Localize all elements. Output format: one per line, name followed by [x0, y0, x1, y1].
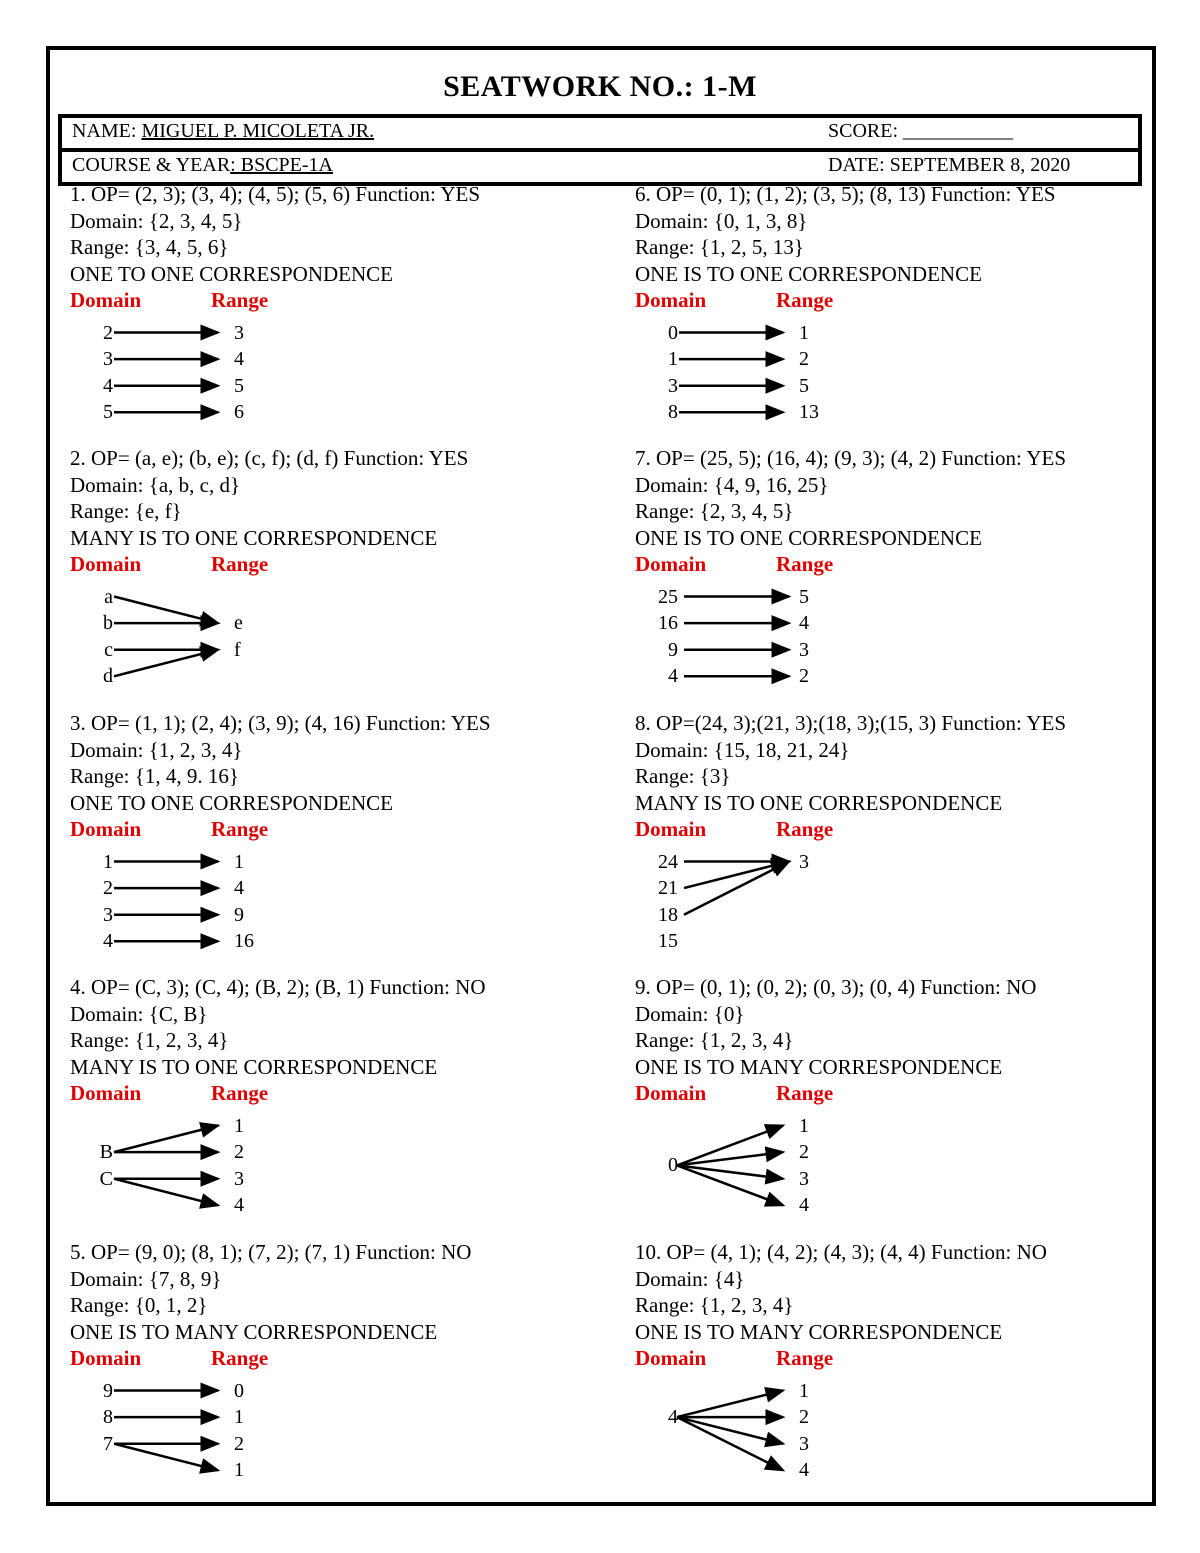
range-value: 4 [799, 612, 809, 635]
domain-value: 4 [668, 665, 678, 688]
course-field: COURSE & YEAR: BSCPE-1A [72, 154, 333, 176]
domain-line: Domain: {a, b, c, d} [70, 472, 241, 497]
range-value: 3 [234, 1167, 244, 1190]
domain-line: Domain: {4, 9, 16, 25} [635, 472, 829, 497]
domain-value: 3 [103, 348, 113, 371]
domain-value: 24 [658, 850, 678, 873]
domain-column-label: Domain [635, 288, 707, 312]
domain-value: B [99, 1141, 113, 1164]
domain-value: b [103, 612, 113, 635]
mapping-arrow [677, 1391, 783, 1418]
domain-value: 18 [658, 903, 678, 926]
domain-value: 3 [103, 903, 113, 926]
range-value: 1 [234, 850, 244, 873]
op-line: 10. OP= (4, 1); (4, 2); (4, 3); (4, 4) Function: NO [635, 1240, 1047, 1264]
range-value: 2 [799, 1141, 809, 1164]
correspondence-line: MANY IS TO ONE CORRESPONDENCE [635, 790, 1003, 815]
op-line: 4. OP= (C, 3); (C, 4); (B, 2); (B, 1) Function: NO [70, 975, 486, 999]
range-value: 1 [234, 1114, 244, 1137]
range-line: Range: {3} [635, 764, 731, 788]
range-value: 5 [799, 585, 809, 608]
range-line: Range: {1, 4, 9. 16} [70, 764, 239, 788]
domain-value: 4 [103, 374, 113, 397]
range-value: 1 [799, 321, 809, 344]
domain-column-label: Domain [70, 1346, 142, 1370]
range-column-label: Range [211, 288, 269, 312]
range-value: 3 [799, 850, 809, 873]
range-value: 9 [234, 903, 244, 926]
range-column-label: Range [776, 1081, 834, 1105]
range-value: 4 [799, 1194, 809, 1217]
domain-line: Domain: {0, 1, 3, 8} [635, 208, 808, 233]
range-column-label: Range [211, 1081, 269, 1105]
range-value: 3 [799, 638, 809, 661]
range-line: Range: {1, 2, 3, 4} [70, 1028, 229, 1052]
domain-value: 9 [668, 638, 678, 661]
range-line: Range: {2, 3, 4, 5} [635, 499, 794, 523]
date-field: DATE: SEPTEMBER 8, 2020 [828, 154, 1071, 176]
domain-value: 8 [668, 401, 678, 424]
range-column-label: Range [776, 288, 834, 312]
domain-value: 1 [103, 850, 113, 873]
range-value: 2 [799, 348, 809, 371]
domain-value: c [104, 638, 113, 661]
domain-line: Domain: {7, 8, 9} [70, 1266, 222, 1291]
mapping-arrow [677, 1417, 783, 1470]
domain-value: 25 [658, 585, 678, 608]
domain-column-label: Domain [635, 1346, 707, 1370]
range-column-label: Range [776, 1346, 834, 1370]
range-line: Range: {0, 1, 2} [70, 1293, 208, 1317]
domain-line: Domain: {2, 3, 4, 5} [70, 208, 243, 233]
mapping-arrow [677, 1417, 783, 1444]
correspondence-line: MANY IS TO ONE CORRESPONDENCE [70, 1054, 438, 1079]
range-value: 3 [799, 1167, 809, 1190]
range-value: 6 [234, 401, 244, 424]
domain-line: Domain: {15, 18, 21, 24} [635, 737, 850, 762]
range-column-label: Range [776, 817, 834, 841]
range-value: 4 [799, 1459, 809, 1482]
domain-value: 7 [103, 1432, 113, 1455]
domain-column-label: Domain [70, 1081, 142, 1105]
domain-value: 9 [103, 1379, 113, 1402]
domain-column-label: Domain [70, 288, 142, 312]
domain-value: 5 [103, 401, 113, 424]
score-blank: ___________ [903, 120, 1014, 142]
domain-column-label: Domain [635, 1081, 707, 1105]
range-value: 13 [799, 401, 819, 424]
op-line: 8. OP=(24, 3);(21, 3);(18, 3);(15, 3) Function: YES [635, 711, 1067, 735]
name-field: NAME: MIGUEL P. MICOLETA JR. [72, 120, 375, 142]
op-line: 3. OP= (1, 1); (2, 4); (3, 9); (4, 16) Function: YES [70, 711, 491, 735]
domain-column-label: Domain [635, 552, 707, 576]
op-line: 6. OP= (0, 1); (1, 2); (3, 5); (8, 13) Function: YES [635, 182, 1056, 206]
domain-value: 21 [658, 877, 678, 900]
op-line: 1. OP= (2, 3); (3, 4); (4, 5); (5, 6) Function: YES [70, 182, 481, 206]
range-column-label: Range [211, 817, 269, 841]
range-line: Range: {1, 2, 3, 4} [635, 1293, 794, 1317]
domain-value: 3 [668, 374, 678, 397]
domain-value: 4 [668, 1406, 678, 1429]
range-value: 1 [799, 1114, 809, 1137]
correspondence-line: MANY IS TO ONE CORRESPONDENCE [70, 525, 438, 550]
course-value: : BSCPE-1A [230, 154, 333, 176]
range-value: 5 [234, 374, 244, 397]
correspondence-line: ONE IS TO MANY CORRESPONDENCE [635, 1054, 1003, 1079]
range-line: Range: {1, 2, 5, 13} [635, 235, 804, 259]
domain-value: 4 [103, 930, 113, 953]
range-value: 2 [234, 1432, 244, 1455]
domain-line: Domain: {0} [635, 1001, 745, 1026]
op-line: 7. OP= (25, 5); (16, 4); (9, 3); (4, 2) Function: YES [635, 446, 1067, 470]
domain-value: 0 [668, 321, 678, 344]
domain-value: d [103, 665, 113, 688]
domain-value: 8 [103, 1406, 113, 1429]
correspondence-line: ONE IS TO MANY CORRESPONDENCE [635, 1319, 1003, 1344]
domain-value: 15 [658, 930, 678, 953]
domain-line: Domain: {1, 2, 3, 4} [70, 737, 243, 762]
domain-line: Domain: {4} [635, 1266, 745, 1291]
range-value: e [234, 612, 243, 635]
range-value: 2 [234, 1141, 244, 1164]
range-line: Range: {1, 2, 3, 4} [635, 1028, 794, 1052]
domain-value: 0 [668, 1154, 678, 1177]
domain-value: C [99, 1167, 113, 1190]
range-value: 16 [234, 930, 254, 953]
domain-value: 2 [103, 877, 113, 900]
correspondence-line: ONE IS TO MANY CORRESPONDENCE [70, 1319, 438, 1344]
range-value: 1 [799, 1379, 809, 1402]
range-value: 2 [799, 1406, 809, 1429]
range-value: 1 [234, 1406, 244, 1429]
range-value: 4 [234, 348, 244, 371]
domain-column-label: Domain [70, 552, 142, 576]
range-line: Range: {3, 4, 5, 6} [70, 235, 229, 259]
range-value: 4 [234, 1194, 244, 1217]
op-line: 9. OP= (0, 1); (0, 2); (0, 3); (0, 4) Function: NO [635, 975, 1037, 999]
range-value: f [234, 638, 241, 661]
score-field: SCORE: ___________ [828, 120, 1014, 142]
name-value: MIGUEL P. MICOLETA JR. [141, 120, 375, 142]
domain-column-label: Domain [70, 817, 142, 841]
range-column-label: Range [211, 1346, 269, 1370]
domain-value: 2 [103, 321, 113, 344]
range-column-label: Range [776, 552, 834, 576]
range-value: 0 [234, 1379, 244, 1402]
domain-value: a [104, 585, 113, 608]
domain-value: 16 [658, 612, 678, 635]
domain-line: Domain: {C, B} [70, 1001, 208, 1026]
correspondence-line: ONE TO ONE CORRESPONDENCE [70, 261, 393, 286]
range-value: 2 [799, 665, 809, 688]
domain-column-label: Domain [635, 817, 707, 841]
range-value: 4 [234, 877, 244, 900]
range-value: 3 [799, 1432, 809, 1455]
domain-value: 1 [668, 348, 678, 371]
range-column-label: Range [211, 552, 269, 576]
range-value: 1 [234, 1459, 244, 1482]
correspondence-line: ONE IS TO ONE CORRESPONDENCE [635, 525, 982, 550]
range-value: 5 [799, 374, 809, 397]
op-line: 5. OP= (9, 0); (8, 1); (7, 2); (7, 1) Function: NO [70, 1240, 472, 1264]
correspondence-line: ONE TO ONE CORRESPONDENCE [70, 790, 393, 815]
correspondence-line: ONE IS TO ONE CORRESPONDENCE [635, 261, 982, 286]
range-value: 3 [234, 321, 244, 344]
op-line: 2. OP= (a, e); (b, e); (c, f); (d, f) Function: YES [70, 446, 469, 470]
range-line: Range: {e, f} [70, 499, 182, 523]
page-title: SEATWORK NO.: 1-M [443, 70, 757, 103]
